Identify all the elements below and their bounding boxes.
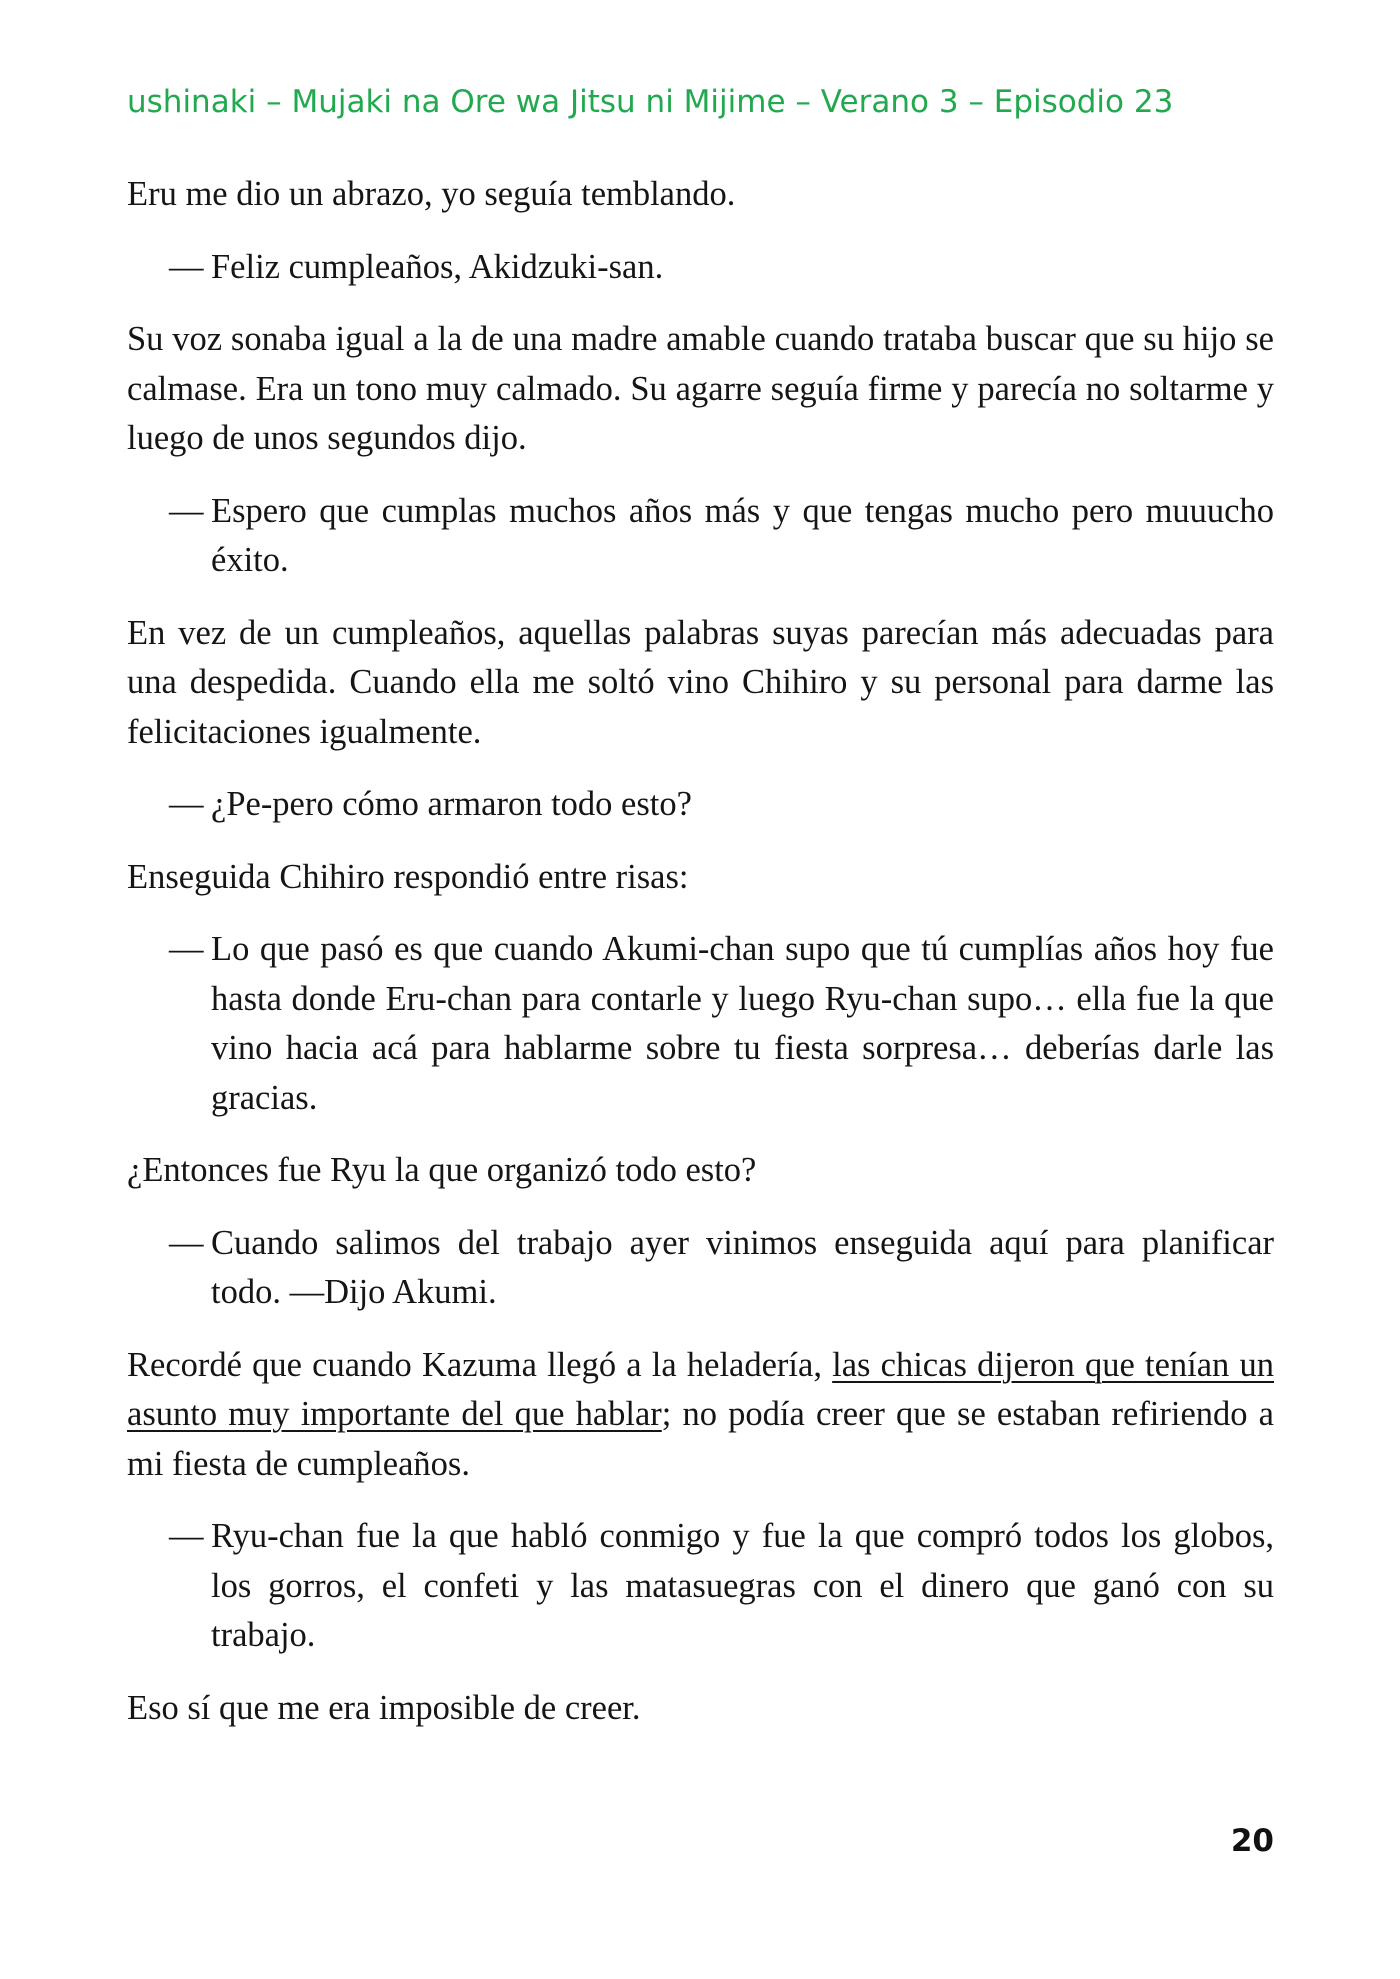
narration-paragraph: En vez de un cumpleaños, aquellas palabras suyas parecían más adecuadas para una despedida. Cuando ella me soltó vino Chihiro y su personal para darme las felicitaciones igualmente. [127,613,1274,751]
narration-paragraph: Enseguida Chihiro respondió entre risas: [127,857,689,896]
narration-paragraph: Su voz sonaba igual a la de una madre amable cuando trataba buscar que su hijo se calmase. Era un tono muy calmado. Su agarre seguía firme y parecía no soltarme y luego de unos segundos dijo. [127,320,1274,457]
dialogue-line [127,1219,1274,1318]
narration-text: ; no podía creer que se estaban refiriendo a mi fiesta de cumpleaños. [127,1395,1274,1483]
em-dash: — [169,930,204,968]
narration-paragraph: Eru me dio un abrazo, yo seguía temblando. [127,175,736,213]
em-dash: — [169,1223,204,1262]
page-body [127,170,1274,1756]
dialogue-text: Espero que cumplas muchos años más y que tengas mucho pero muuucho éxito. [211,491,1274,579]
dialogue-line [127,780,1274,830]
dialogue-line [127,243,1274,293]
em-dash: — [169,785,204,823]
em-dash: — [169,491,204,530]
narration-paragraph: Eso sí que me era imposible de creer. [127,1688,641,1727]
page-number: 20 [1230,1823,1274,1859]
narration-paragraph [127,1341,1274,1490]
narration-text: Recordé que cuando Kazuma llegó a la heladería, [127,1345,833,1384]
dialogue-line [127,487,1274,586]
dialogue-line [127,1512,1274,1661]
em-dash: — [169,247,204,286]
underlined-text: las chicas dijeron que tenían un asunto muy importante del que hablar [127,1345,1274,1433]
dialogue-text: Lo que pasó es que cuando Akumi-chan supo que tú cumplías años hoy fue hasta donde Eru-chan para contarle y luego Ryu-chan supo… ella fue la que vino hacia acá para hablarme sobre tu fiesta sorpresa… deberías darle las gracias. [211,930,1274,1117]
em-dash: — [169,1517,204,1555]
dialogue-text: Cuando salimos del trabajo ayer vinimos enseguida aquí para planificar todo. —Dijo Akumi. [211,1223,1274,1311]
narration-paragraph: ¿Entonces fue Ryu la que organizó todo esto? [127,1151,757,1189]
dialogue-text: Feliz cumpleaños, Akidzuki-san. [211,247,664,286]
dialogue-text: ¿Pe-pero cómo armaron todo esto? [211,785,692,823]
running-header: ushinaki – Mujaki na Ore wa Jitsu ni Mijime – Verano 3 – Episodio 23 [127,84,1174,120]
dialogue-line [127,925,1274,1123]
dialogue-text: Ryu-chan fue la que habló conmigo y fue la que compró todos los globos, los gorros, el confeti y las matasuegras con el dinero que ganó con su trabajo. [211,1517,1274,1654]
